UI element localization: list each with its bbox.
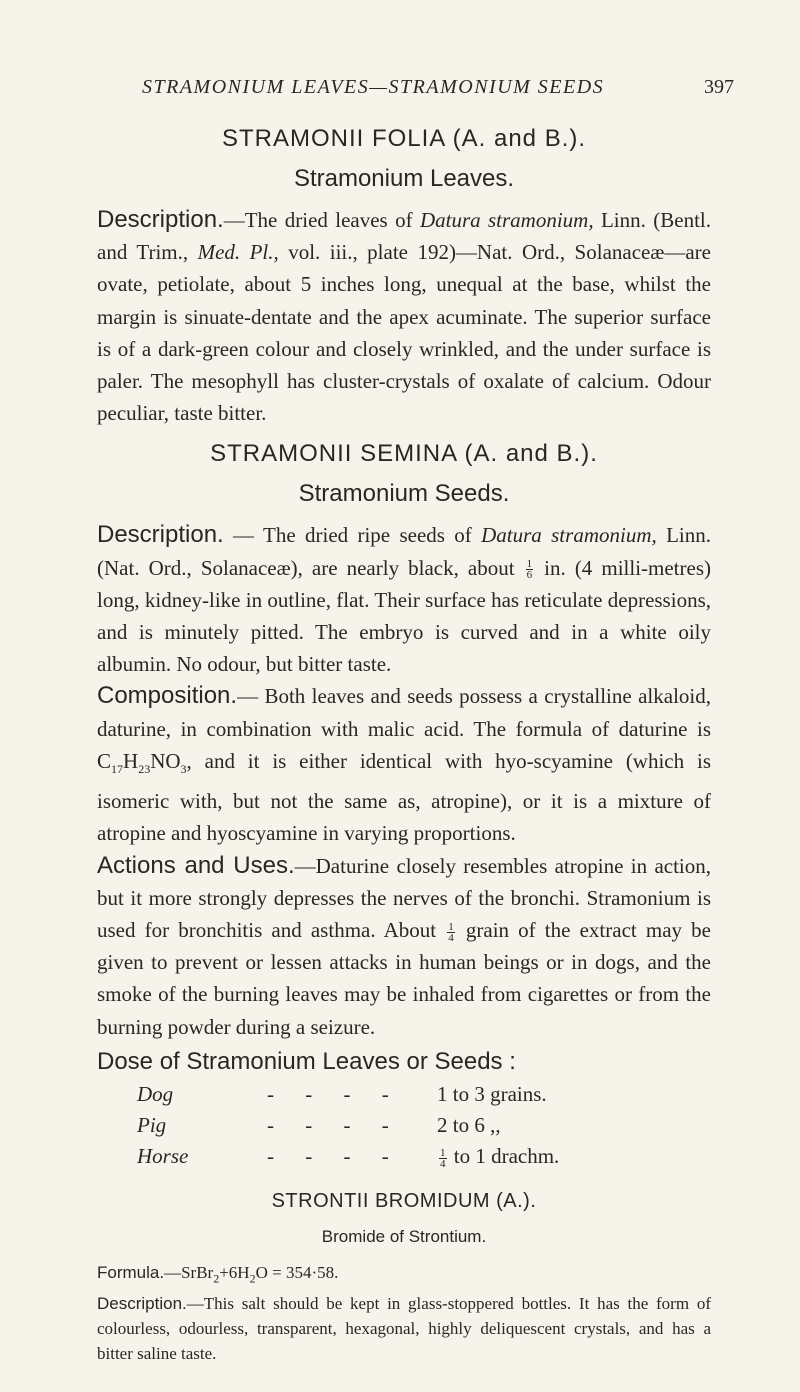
dose-fraction: [439, 1148, 447, 1169]
folia-description-label: Description.: [97, 206, 224, 233]
dose-leader: - - - -: [267, 1143, 402, 1168]
dose-leader: - - - -: [267, 1112, 402, 1137]
actions-label: Actions and Uses.: [97, 851, 295, 879]
strontii-formula-sub-2: 2: [249, 1271, 256, 1286]
folia-desc-ref: Med. Pl.,: [197, 240, 279, 265]
dose-animal: Horse: [137, 1143, 189, 1168]
strontii-description: [97, 1291, 711, 1366]
actions-text-1: —Daturine closely resembles atropine in action, but it more strongly depresses the nerves of the bronchi. Stramonium is used for bronchitis and asthma. About: [97, 853, 712, 943]
actions-text-2: grain of the extract may be given to prevent or lessen attacks in human beings or in dogs, and the smoke of the burning leaves may be inhaled from cigarettes or from the burning powder during a seizure.: [97, 918, 711, 1039]
dose-row: [137, 1110, 711, 1141]
composition-sub-3: 3: [180, 762, 187, 777]
semina-description: [97, 519, 711, 680]
semina-fraction: [526, 559, 534, 580]
dose-amount: to 1 drachm.: [453, 1143, 560, 1168]
folia-subheading: Stramonium Leaves.: [293, 165, 515, 192]
dose-leader: - - - -: [267, 1081, 402, 1106]
dose-animal: Pig: [137, 1112, 167, 1137]
strontii-heading: STRONTII BROMIDUM (A.).: [271, 1189, 537, 1212]
composition-label: Composition.: [97, 682, 238, 710]
running-head-title: STRAMONIUM LEAVES—STRAMONIUM SEEDS: [142, 76, 605, 98]
composition-paragraph: [97, 680, 711, 849]
actions-paragraph: [97, 850, 711, 1043]
folia-desc-text-3: vol. iii., plate 192)—Nat. Ord., Solanaceæ—are ovate, petiolate, about 5 inches long, unequal at the base, whilst the margin is sinuate-dentate and the apex acuminate. The superior surface is of a dark-green colour and closely wrinkled, and the under surface is paler. The mesophyll has cluster-crystals of oxalate of calcium. Odour peculiar, taste bitter.: [97, 240, 711, 426]
dose-animal: Dog: [137, 1081, 174, 1106]
folia-desc-text-1: —The dried leaves of: [223, 208, 420, 232]
composition-text-2: H: [123, 748, 139, 773]
semina-frac-num: 1: [526, 558, 533, 571]
composition-sub-2: 23: [138, 762, 151, 777]
strontii-formula-label: Formula.: [97, 1262, 165, 1282]
semina-frac-den: 6: [526, 569, 533, 582]
strontii-formula: [97, 1260, 711, 1291]
actions-frac-num: 1: [448, 920, 454, 933]
dose-amount-cell: [437, 1141, 559, 1172]
strontii-formula-text-2: +6H: [219, 1262, 250, 1282]
dose-amount: 2 to 6 ,,: [437, 1112, 501, 1137]
semina-desc-species: Datura stramonium,: [481, 523, 657, 548]
strontii-formula-text-1: —SrBr: [164, 1262, 214, 1282]
semina-desc-text-3: in. (4 milli-metres) long, kidney-like in outline, flat. Their surface has reticulate depressions, and is minutely pitted. The embryo is curved and in a white oily albumin. No odour, but bitter taste.: [97, 555, 711, 677]
actions-fraction: [447, 922, 455, 943]
dose-frac-den: 4: [440, 1157, 446, 1170]
strontii-formula-text-3: O = 354·58.: [255, 1262, 339, 1282]
semina-subheading: Stramonium Seeds.: [298, 480, 510, 508]
dose-amount: 1 to 3 grains.: [437, 1081, 547, 1106]
composition-text-4: , and it is either identical with hyo-scyamine (which is isomeric with, but not the same as, atropine), or it is a mixture of atropine and hyoscyamine in varying proportions.: [97, 748, 711, 846]
composition-text-3: NO: [150, 748, 181, 773]
dose-table: [137, 1079, 711, 1172]
semina-description-label: Description.: [97, 521, 224, 549]
strontii-formula-sub-1: 2: [213, 1271, 220, 1286]
folia-desc-text-2: Linn. (Bentl. and Trim.,: [97, 208, 711, 265]
strontii-description-text: —This salt should be kept in glass-stoppered bottles. It has the form of colourless, odourless, transparent, hexagonal, highly deliquescent crystals, and has a bitter saline taste.: [97, 1294, 711, 1364]
semina-desc-text-2: Linn. (Nat. Ord., Solanaceæ), are nearly black, about: [97, 523, 711, 580]
composition-sub-1: 17: [111, 762, 124, 777]
actions-frac-den: 4: [448, 931, 454, 944]
folia-heading: STRAMONII FOLIA (A. and B.).: [221, 125, 587, 152]
page-number: 397: [704, 76, 734, 98]
composition-text-1: — Both leaves and seeds possess a crystalline alkaloid, daturine, in combination with malic acid. The formula of daturine is C: [97, 684, 711, 773]
semina-desc-text-1: — The dried ripe seeds of: [223, 523, 482, 548]
semina-heading: STRAMONII SEMINA (A. and B.).: [210, 440, 598, 468]
page-body: [97, 118, 711, 1366]
strontii-subheading: Bromide of Strontium.: [321, 1226, 487, 1246]
running-head: [0, 76, 800, 106]
strontii-description-label: Description.: [97, 1294, 187, 1314]
folia-desc-species: Datura stramonium,: [419, 208, 594, 232]
dose-row: [137, 1079, 711, 1110]
folia-description: [97, 204, 711, 429]
dose-heading: Dose of Stramonium Leaves or Seeds :: [97, 1047, 516, 1075]
dose-row: [137, 1141, 711, 1172]
dose-frac-num: 1: [440, 1146, 446, 1159]
